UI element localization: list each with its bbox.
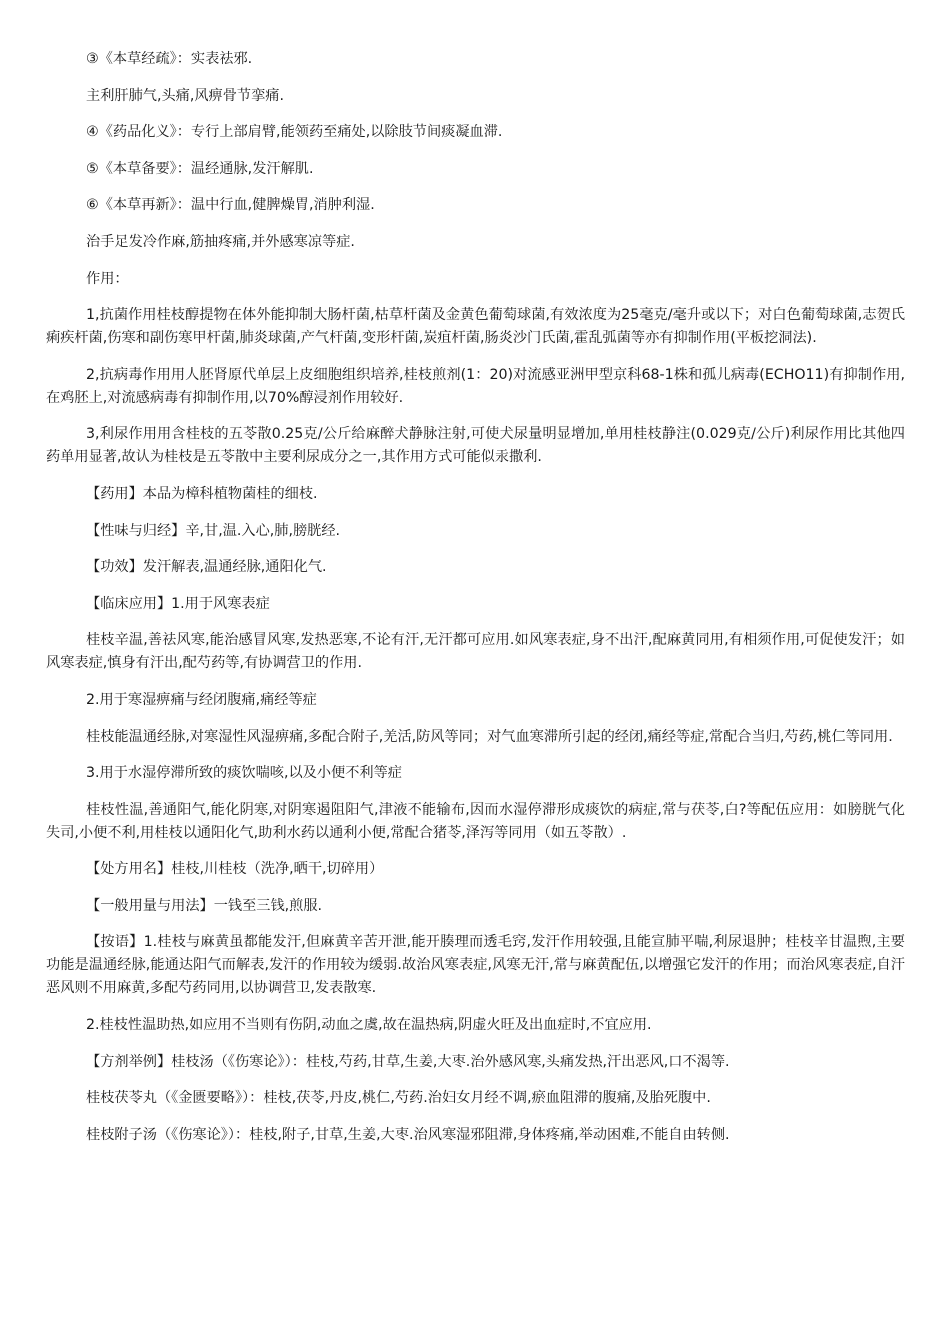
paragraph: 【临床应用】1.用于风寒表症 [86, 595, 270, 612]
paragraph: 主利肝肺气,头痛,风痹骨节挛痛. [86, 87, 284, 104]
paragraph: 桂枝能温通经脉,对寒湿性风湿痹痛,多配合附子,羌活,防风等同；对气血寒滞所引起的经闭,痛经等症,常配合当归,芍药,桃仁等同用. [86, 728, 893, 745]
paragraph: 桂枝性温,善通阳气,能化阴寒,对阴寒遏阻阳气,津液不能输布,因而水湿停滞形成痰饮的病症,常与茯苓,白?等配伍应用：如膀胱气化失司,小便不利,用桂枝以通阳化气,助利水药以通利小便,常配合猪苓,泽泻等同用（如五苓散）. [46, 801, 905, 841]
paragraph: 【药用】本品为樟科植物菌桂的细枝. [86, 485, 318, 502]
paragraph: 3.用于水湿停滞所致的痰饮喘咳,以及小便不利等症 [86, 765, 402, 782]
paragraph: 【处方用名】桂枝,川桂枝（洗净,晒干,切碎用） [86, 861, 384, 878]
paragraph: ③《本草经疏》：实表祛邪. [86, 51, 253, 67]
paragraph: 1,抗菌作用桂枝醇提物在体外能抑制大肠杆菌,枯草杆菌及金黄色葡萄球菌,有效浓度为25毫克/毫升或以下；对白色葡萄球菌,志贺氏痢疾杆菌,伤寒和副伤寒甲杆菌,肺炎球菌,产气杆菌,变形杆菌,炭疽杆菌,肠炎沙门氏菌,霍乱弧菌等亦有抑制作用(平板挖洞法). [46, 307, 905, 347]
paragraph: 2.用于寒湿痹痛与经闭腹痛,痛经等症 [86, 691, 317, 708]
paragraph: ⑥《本草再新》：温中行血,健脾燥胃,消肿利湿. [86, 197, 375, 214]
paragraph: 【方剂举例】桂枝汤（《伤寒论》）：桂枝,芍药,甘草,生姜,大枣.治外感风寒,头痛发热,汗出恶风,口不渴等. [86, 1053, 730, 1070]
paragraph: 【功效】发汗解表,温通经脉,通阳化气. [86, 559, 327, 576]
paragraph: 【按语】1.桂枝与麻黄虽都能发汗,但麻黄辛苦开泄,能开腠理而透毛窍,发汗作用较强,且能宣肺平喘,利尿退肿；桂枝辛甘温煦,主要功能是温通经脉,能通达阳气而解表,发汗的作用较为缓弱.故治风寒表症,风寒无汗,常与麻黄配伍,以增强它发汗的作用；而治风寒表症,自汗恶风则不用麻黄,多配芍药同用,以协调营卫,发表散寒. [46, 934, 905, 997]
paragraph: 2,抗病毒作用用人胚肾原代单层上皮细胞组织培养,桂枝煎剂(1：20)对流感亚洲甲型京科68-1株和孤儿病毒(ECHO11)有抑制作用,在鸡胚上,对流感病毒有抑制作用,以70%醇浸剂作用较好. [46, 366, 905, 406]
paragraph: ⑤《本草备要》：温经通脉,发汗解肌. [86, 160, 314, 177]
paragraph: ④《药品化义》：专行上部肩臂,能领药至痛处,以除肢节间痰凝血滞. [86, 124, 503, 141]
section-heading: 作用： [86, 270, 129, 287]
paragraph: 2.桂枝性温助热,如应用不当则有伤阴,动血之虞,故在温热病,阴虚火旺及出血症时,不宜应用. [86, 1017, 652, 1034]
paragraph: 治手足发冷作麻,筋抽疼痛,并外感寒凉等症. [86, 233, 355, 250]
paragraph: 【性味与归经】辛,甘,温.入心,肺,膀胱经. [86, 522, 341, 539]
paragraph: 桂枝辛温,善祛风寒,能治感冒风寒,发热恶寒,不论有汗,无汗都可应用.如风寒表症,身不出汗,配麻黄同用,有相须作用,可促使发汗；如风寒表症,慎身有汗出,配芍药等,有协调营卫的作用. [46, 632, 905, 672]
paragraph: 3,利尿作用用含桂枝的五苓散0.25克/公斤给麻醉犬静脉注射,可使犬尿量明显增加,单用桂枝静注(0.029克/公斤)利尿作用比其他四药单用显著,故认为桂枝是五苓散中主要利尿成分之一,其作用方式可能似汞撒利. [46, 426, 905, 466]
paragraph: 桂枝附子汤（《伤寒论》）：桂枝,附子,甘草,生姜,大枣.治风寒湿邪阻滞,身体疼痛,举动困难,不能自由转侧. [86, 1126, 730, 1143]
paragraph: 【一般用量与用法】一钱至三钱,煎服. [86, 897, 323, 914]
paragraph: 桂枝茯苓丸（《金匮要略》）：桂枝,茯苓,丹皮,桃仁,芍药.治妇女月经不调,瘀血阻滞的腹痛,及胎死腹中. [86, 1090, 711, 1107]
